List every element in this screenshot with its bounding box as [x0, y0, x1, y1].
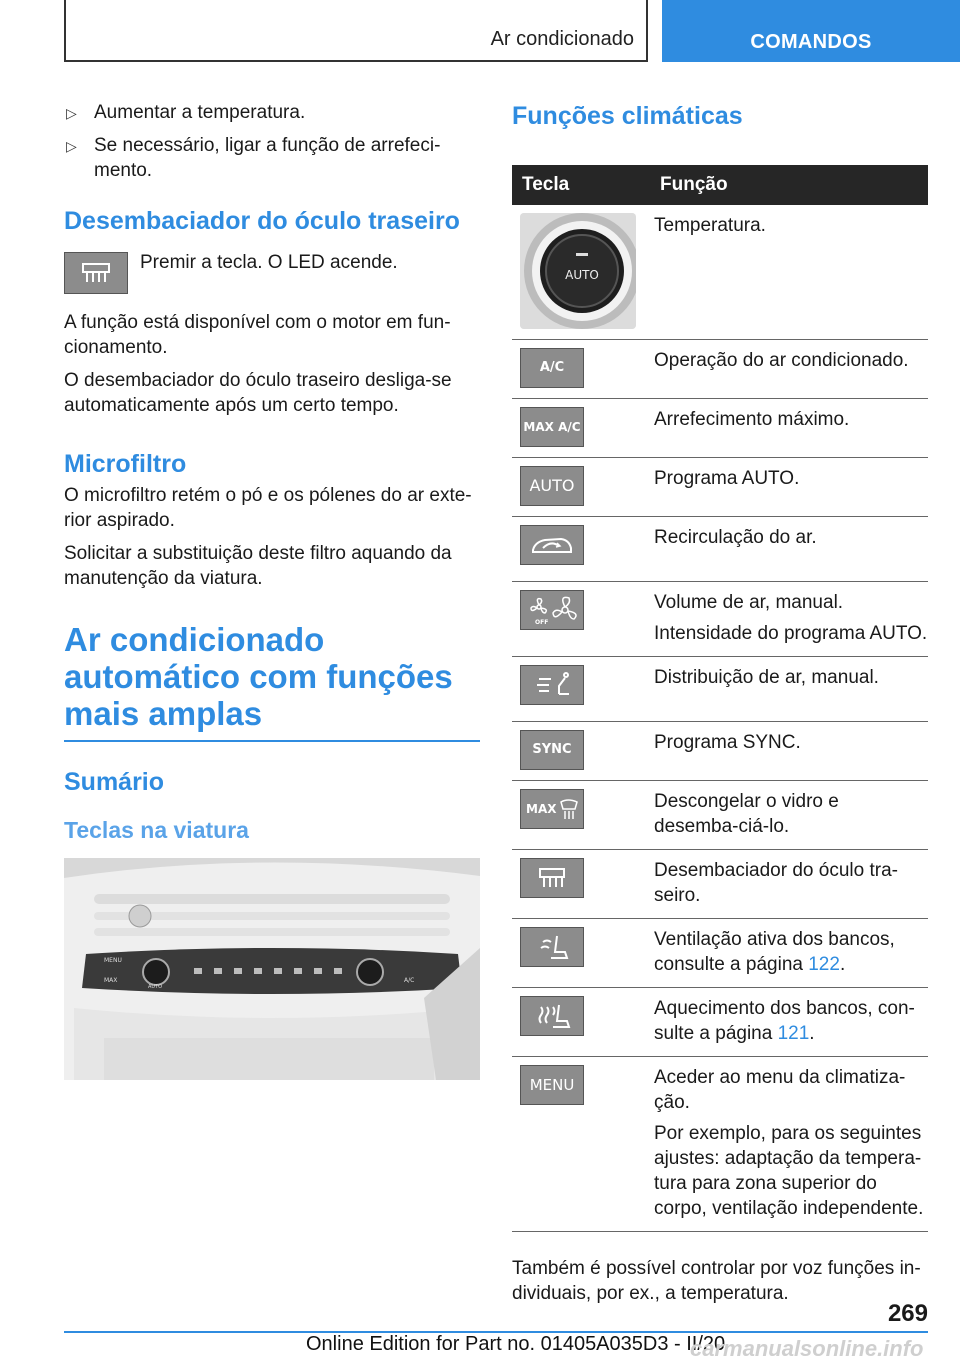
air-recirculation-icon — [520, 525, 584, 565]
function-text: Desembaciador do óculo tra-seiro. — [654, 860, 898, 906]
function-text: Programa AUTO. — [654, 468, 800, 489]
step-item — [64, 100, 480, 125]
table-row — [512, 517, 928, 582]
table-header-row — [512, 165, 928, 205]
main-heading-line: mais amplas — [64, 695, 263, 732]
function-text: Aceder ao menu da climatiza-ção. — [654, 1067, 906, 1113]
triangle-bullet-icon: ▷ — [66, 138, 77, 154]
table-row — [512, 458, 928, 517]
rear-defrost-key-icon — [64, 252, 128, 294]
rear-defrost-paragraph: O desembaciador do óculo traseiro desliga-se automaticamente após um certo tempo. — [64, 370, 452, 416]
rear-defrost-instruction-row — [64, 250, 480, 300]
keys-in-vehicle-heading: Teclas na viatura — [64, 817, 249, 843]
column-header-key: Tecla — [512, 165, 650, 205]
step-text: Se necessário, ligar a função de arrefeci- mento. — [94, 135, 441, 181]
table-row — [512, 781, 928, 850]
header-chapter-box — [662, 0, 960, 62]
table-row — [512, 205, 928, 340]
max-defrost-icon — [520, 789, 584, 829]
fan-speed-icon — [520, 590, 584, 630]
microfilter-paragraph: O microfiltro retém o pó e os pólenes do ar exte-rior aspirado. — [64, 485, 472, 531]
climate-functions-heading: Funções climáticas — [512, 102, 743, 130]
temperature-knob-icon — [520, 213, 636, 329]
climate-functions-table — [512, 165, 928, 1232]
seat-ventilation-icon — [520, 927, 584, 967]
triangle-bullet-icon: ▷ — [66, 105, 77, 121]
right-column — [512, 100, 928, 1306]
function-text: Programa SYNC. — [654, 732, 801, 753]
sync-button-icon: SYNC — [520, 730, 584, 770]
fan-off-label: OFF — [535, 619, 549, 626]
knob-auto-label: AUTO — [565, 268, 599, 282]
rear-defrost-heading: Desembaciador do óculo traseiro — [64, 207, 460, 235]
function-text: Descongelar o vidro e desemba-ciá-lo. — [654, 791, 839, 837]
function-text: Ventilação ativa dos bancos, consulte a página 122. — [654, 929, 895, 975]
summary-heading: Sumário — [64, 768, 165, 796]
section-title: Ar condicionado — [490, 28, 634, 50]
function-text: Temperatura. — [654, 215, 766, 236]
function-text: Recirculação do ar. — [654, 527, 817, 548]
ac-button-icon: A/C — [520, 348, 584, 388]
microfilter-heading: Microfiltro — [64, 450, 187, 478]
auto-button-icon: AUTO — [520, 466, 584, 506]
table-row — [512, 1057, 928, 1232]
function-text: Aquecimento dos bancos, con-sulte a página 121. — [654, 998, 915, 1044]
table-row — [512, 850, 928, 919]
table-row — [512, 919, 928, 988]
header-section-box — [64, 0, 648, 62]
page-link[interactable]: 121 — [777, 1023, 810, 1044]
function-text: Volume de ar, manual. — [654, 592, 844, 613]
photo-auto-label: AUTO — [148, 984, 163, 990]
column-header-function: Função — [650, 165, 928, 205]
function-text: Por exemplo, para os seguintes ajustes: adaptação da tempera-tura para zona superior do corpo, ventilação independente. — [654, 1123, 924, 1219]
rear-defrost-paragraph: A função está disponível com o motor em fun-cionamento. — [64, 312, 451, 358]
photo-menu-label: MENU — [104, 957, 122, 964]
main-heading-block — [64, 621, 480, 742]
function-text: Operação do ar condicionado. — [654, 350, 909, 371]
table-row — [512, 399, 928, 458]
step-text: Aumentar a temperatura. — [94, 102, 306, 123]
chapter-title: COMANDOS — [750, 31, 872, 53]
page-link[interactable]: 122 — [808, 954, 840, 975]
seat-heating-icon — [520, 996, 584, 1036]
function-text: Distribuição de ar, manual. — [654, 667, 879, 688]
table-row — [512, 988, 928, 1057]
function-text: Arrefecimento máximo. — [654, 409, 850, 430]
page-number: 269 — [887, 1300, 928, 1327]
edition-text: Online Edition for Part no. 01405A035D3 - II/20 — [306, 1333, 726, 1355]
max-defrost-label: MAX — [526, 802, 557, 816]
control-panel-photo — [64, 858, 480, 1080]
photo-max-label: MAX — [104, 977, 118, 984]
table-row — [512, 722, 928, 781]
table-row — [512, 582, 928, 657]
table-row — [512, 657, 928, 722]
watermark-text: carmanualsonline.info — [690, 1336, 924, 1361]
function-text: Intensidade do programa AUTO. — [654, 623, 928, 644]
main-heading-line: automático com funções — [64, 658, 453, 695]
left-column — [64, 100, 480, 1080]
max-ac-button-icon: MAX A/C — [520, 407, 584, 447]
air-distribution-icon — [520, 665, 584, 705]
photo-ac-label: A/C — [404, 977, 415, 984]
rear-defrost-instruction: Premir a tecla. O LED acende. — [140, 252, 398, 273]
rear-defrost-icon — [520, 858, 584, 898]
table-row — [512, 340, 928, 399]
microfilter-paragraph: Solicitar a substituição deste filtro aquando da manutenção da viatura. — [64, 543, 452, 589]
menu-button-icon: MENU — [520, 1065, 584, 1105]
step-item — [64, 133, 480, 183]
main-heading-line: Ar condicionado — [64, 621, 325, 658]
voice-control-note: Também é possível controlar por voz funções in-dividuais, por ex., a temperatura. — [512, 1258, 921, 1304]
